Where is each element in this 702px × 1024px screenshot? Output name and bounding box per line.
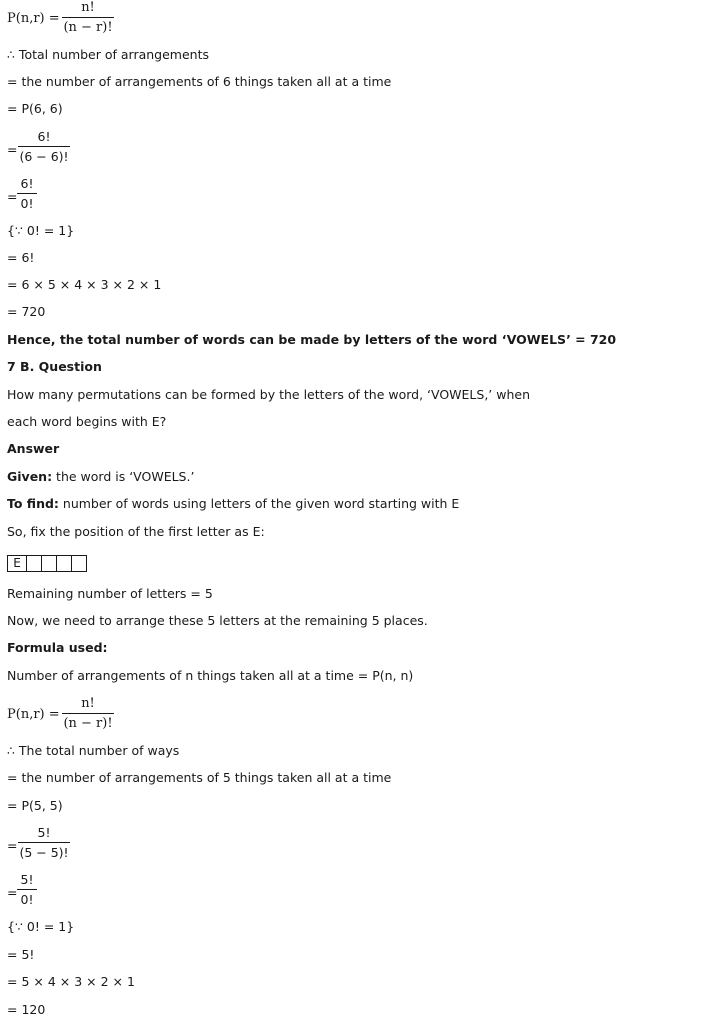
fraction (17, 872, 37, 907)
text-line: = 6! (7, 250, 35, 265)
fraction-numerator: 5! (20, 872, 34, 887)
text-line: Now, we need to arrange these 5 letters at the remaining 5 places. (7, 613, 428, 628)
text-line: = 720 (7, 304, 46, 319)
tofind-text: number of words using letters of the given word starting with E (58, 496, 460, 511)
fraction-denominator: 0! (20, 892, 34, 907)
fraction (18, 129, 70, 164)
text-line: = the number of arrangements of 6 things taken all at a time (7, 74, 392, 89)
fraction-denominator: (5 − 5)! (19, 845, 69, 860)
text-line: So, fix the position of the first letter as E: (7, 524, 265, 539)
formula-lhs: P(n,r) = (7, 11, 60, 26)
conclusion: Hence, the total number of words can be made by letters of the word ‘VOWELS’ = 720 (7, 332, 617, 347)
formula-fraction (62, 0, 114, 35)
formula-lhs: P(n,r) = (7, 707, 60, 722)
text-line: ∴ The total number of ways (7, 743, 180, 758)
fraction-bar (17, 889, 37, 890)
fraction-numerator: n! (81, 0, 95, 15)
text-line: Number of arrangements of n things taken all at a time = P(n, n) (7, 668, 414, 683)
letter-box (42, 556, 57, 571)
question-title: 7 B. Question (7, 359, 102, 374)
given-text: the word is ‘VOWELS.’ (52, 469, 195, 484)
question-text: each word begins with E? (7, 414, 167, 429)
fraction (17, 176, 37, 211)
fraction-numerator: 6! (20, 176, 34, 191)
text-line: = P(5, 5) (7, 798, 63, 813)
fraction-bar (62, 713, 114, 714)
tofind-line (7, 496, 459, 512)
fraction-bar (17, 193, 37, 194)
text-line: Remaining number of letters = 5 (7, 586, 213, 601)
fraction-bar (62, 17, 114, 18)
fraction-bar (18, 146, 70, 147)
fraction-numerator: n! (81, 696, 95, 711)
fraction-denominator: 0! (20, 196, 34, 211)
text-line: = the number of arrangements of 5 things taken all at a time (7, 770, 392, 785)
fraction-denominator: (n − r)! (63, 20, 113, 35)
letter-box (57, 556, 72, 571)
text-line: = 6 × 5 × 4 × 3 × 2 × 1 (7, 277, 162, 292)
answer-label: Answer (7, 441, 60, 456)
letter-box (72, 556, 86, 571)
letter-boxes (7, 555, 87, 572)
text-line: ∴ Total number of arrangements (7, 47, 210, 62)
text-line: = 5! (7, 947, 35, 962)
text-line: = 120 (7, 1002, 46, 1017)
formula-label: Formula used: (7, 640, 108, 655)
fraction (18, 825, 70, 860)
fraction-bar (18, 842, 70, 843)
fraction-denominator: (6 − 6)! (19, 149, 69, 164)
equals-sign: = (7, 838, 18, 853)
text-line: = P(6, 6) (7, 101, 63, 116)
fraction-numerator: 5! (37, 825, 51, 840)
equals-sign: = (7, 885, 18, 900)
fraction-numerator: 6! (37, 129, 51, 144)
text-line: {∵ 0! = 1} (7, 919, 75, 934)
equals-sign: = (7, 189, 18, 204)
text-line: {∵ 0! = 1} (7, 223, 75, 238)
letter-box (27, 556, 42, 571)
formula-fraction (62, 696, 114, 731)
text-line: = 5 × 4 × 3 × 2 × 1 (7, 974, 135, 989)
letter-box: E (8, 556, 27, 571)
given-line (7, 469, 194, 485)
tofind-label: To find: (7, 496, 59, 511)
question-text: How many permutations can be formed by the letters of the word, ‘VOWELS,’ when (7, 387, 531, 402)
equals-sign: = (7, 142, 18, 157)
given-label: Given: (7, 469, 53, 484)
fraction-denominator: (n − r)! (63, 716, 113, 731)
